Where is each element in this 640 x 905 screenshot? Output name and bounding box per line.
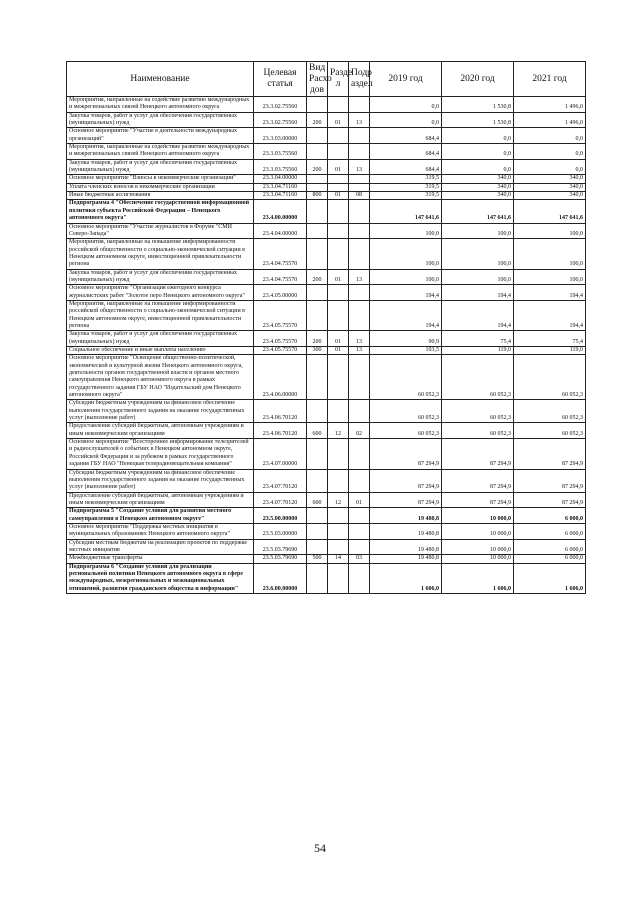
cell-podrazdel — [349, 285, 370, 301]
cell-2021: 100,0 — [514, 269, 586, 285]
table-row — [67, 300, 586, 330]
cell-2019: 100,0 — [370, 223, 442, 239]
cell-2020: 60 052,3 — [442, 400, 514, 423]
cell-razdel — [328, 439, 349, 469]
cell-2021: 0,0 — [514, 128, 586, 144]
cell-2021: 87 294,9 — [514, 492, 586, 508]
cell-vid: 200 — [307, 112, 328, 128]
cell-name: Основное мероприятие "Участие в деятельности международных организаций" — [67, 128, 254, 144]
cell-2021: 60 052,3 — [514, 400, 586, 423]
cell-2021: 75,4 — [514, 331, 586, 347]
cell-name: Предоставление субсидий бюджетным, автономным учреждениям и иным некоммерческим организациям — [67, 492, 254, 508]
cell-razdel — [328, 539, 349, 555]
cell-podrazdel — [349, 355, 370, 400]
cell-2021: 194,4 — [514, 285, 586, 301]
cell-2019: 0,0 — [370, 112, 442, 128]
table-row — [67, 523, 586, 539]
cell-razdel — [328, 400, 349, 423]
cell-podrazdel — [349, 223, 370, 239]
cell-podrazdel: 02 — [349, 423, 370, 439]
cell-vid — [307, 175, 328, 183]
cell-podrazdel — [349, 508, 370, 524]
table-row — [67, 223, 586, 239]
cell-code: 23.4.04.00000 — [254, 223, 307, 239]
cell-vid: 500 — [307, 555, 328, 563]
cell-razdel — [328, 285, 349, 301]
header-2021: 2021 год — [514, 62, 586, 97]
cell-2019: 147 641,6 — [370, 200, 442, 223]
cell-name: Закупка товаров, работ и услуг для обеспечения государственных (муниципальных) нужд — [67, 112, 254, 128]
cell-code: 23.3.03.75560 — [254, 144, 307, 160]
table-row — [67, 469, 586, 492]
cell-razdel: 01 — [328, 269, 349, 285]
cell-2019: 19 480,8 — [370, 508, 442, 524]
cell-name: Мероприятия, направленные на содействие развитию международных и межрегиональных связей Ненецкого автономного округа — [67, 97, 254, 113]
table-row — [67, 192, 586, 200]
table-row — [67, 555, 586, 563]
cell-podrazdel: 01 — [349, 492, 370, 508]
cell-podrazdel: 03 — [349, 555, 370, 563]
cell-razdel — [328, 175, 349, 183]
table-row — [67, 159, 586, 175]
cell-name: Закупка товаров, работ и услуг для обеспечения государственных (муниципальных) нужд — [67, 331, 254, 347]
cell-name: Подпрограмма 5 "Создание условий для развития местного самоуправления в Ненецком автономном округе" — [67, 508, 254, 524]
cell-2019: 19 480,8 — [370, 523, 442, 539]
cell-code: 23.6.00.00000 — [254, 563, 307, 593]
cell-podrazdel: 13 — [349, 112, 370, 128]
cell-podrazdel: 13 — [349, 269, 370, 285]
cell-2021: 0,0 — [514, 144, 586, 160]
cell-2019: 60 052,3 — [370, 400, 442, 423]
cell-vid — [307, 239, 328, 269]
cell-code: 23.5.03.79690 — [254, 555, 307, 563]
table-body — [67, 97, 586, 594]
cell-2020: 60 052,3 — [442, 423, 514, 439]
cell-name: Основное мероприятие "Освещение общественно-политической, экономической и культурной жизни Ненецкого автономного округа, деятельности органов государственной власти и органов местного самоуправления Ненецкого автономного округа в рамках государственного задания ГБУ НАО "Издательский дом Ненецкого автономного округа" — [67, 355, 254, 400]
cell-razdel: 01 — [328, 159, 349, 175]
cell-2020: 1 530,8 — [442, 97, 514, 113]
cell-vid: 600 — [307, 423, 328, 439]
cell-2019: 90,9 — [370, 331, 442, 347]
cell-2020: 87 294,9 — [442, 439, 514, 469]
cell-2020: 340,0 — [442, 183, 514, 191]
cell-podrazdel — [349, 563, 370, 593]
cell-2019: 103,5 — [370, 347, 442, 355]
cell-2019: 100,0 — [370, 239, 442, 269]
header-razdel: Разде л — [328, 62, 349, 97]
cell-2019: 60 052,3 — [370, 355, 442, 400]
table-row — [67, 400, 586, 423]
cell-podrazdel — [349, 175, 370, 183]
cell-2020: 87 294,9 — [442, 469, 514, 492]
cell-podrazdel — [349, 439, 370, 469]
table-row — [67, 563, 586, 593]
cell-vid: 600 — [307, 492, 328, 508]
cell-code: 23.4.04.75570 — [254, 239, 307, 269]
cell-2021: 119,0 — [514, 347, 586, 355]
cell-code: 23.4.05.75570 — [254, 347, 307, 355]
header-2019: 2019 год — [370, 62, 442, 97]
cell-name: Межбюджетные трансферты — [67, 555, 254, 563]
cell-code: 23.4.07.70120 — [254, 469, 307, 492]
cell-razdel — [328, 469, 349, 492]
cell-2020: 60 052,3 — [442, 355, 514, 400]
cell-name: Субсидии местным бюджетам на реализацию проектов по поддержке местных инициатив — [67, 539, 254, 555]
cell-podrazdel — [349, 97, 370, 113]
cell-2020: 100,0 — [442, 223, 514, 239]
cell-name: Подпрограмма 6 "Создание условий для реализации региональной политики Ненецкого автономного округа в сфере международных, межрегиональных и межнациональных отношений, развития гражданского общества и информации" — [67, 563, 254, 593]
cell-podrazdel: 13 — [349, 159, 370, 175]
cell-2019: 684,4 — [370, 128, 442, 144]
table-row — [67, 200, 586, 223]
cell-name: Основное мероприятие "Организация ежегодного конкурса журналистских работ "Золотое перо Ненецкого автономного округа" — [67, 285, 254, 301]
header-2020: 2020 год — [442, 62, 514, 97]
cell-2020: 10 000,0 — [442, 539, 514, 555]
budget-table — [66, 61, 586, 594]
cell-code: 23.4.07.00000 — [254, 439, 307, 469]
page-number: 54 — [314, 841, 326, 855]
cell-code: 23.4.06.00000 — [254, 355, 307, 400]
header-podrazdel: Подр аздел — [349, 62, 370, 97]
cell-code: 23.5.03.79690 — [254, 539, 307, 555]
cell-podrazdel — [349, 128, 370, 144]
cell-code: 23.3.04.00000 — [254, 175, 307, 183]
cell-name: Основное мероприятие "Поддержка местных инициатив в муниципальных образованиях Ненецкого автономного округа" — [67, 523, 254, 539]
cell-name: Мероприятия, направленные на повышение информированности российской общественности о социально-экономической ситуации в Ненецком автономном округе, инвестиционной привлекательности региона — [67, 300, 254, 330]
cell-podrazdel — [349, 300, 370, 330]
cell-2019: 60 052,3 — [370, 423, 442, 439]
cell-razdel — [328, 300, 349, 330]
cell-razdel: 01 — [328, 112, 349, 128]
cell-2020: 194,4 — [442, 300, 514, 330]
cell-code: 23.4.05.75570 — [254, 300, 307, 330]
cell-2019: 0,0 — [370, 97, 442, 113]
cell-code: 23.5.00.00000 — [254, 508, 307, 524]
cell-vid — [307, 508, 328, 524]
cell-razdel — [328, 355, 349, 400]
table-row — [67, 492, 586, 508]
cell-2019: 684,4 — [370, 159, 442, 175]
cell-2020: 0,0 — [442, 144, 514, 160]
cell-2020: 194,4 — [442, 285, 514, 301]
cell-razdel — [328, 183, 349, 191]
cell-vid: 200 — [307, 331, 328, 347]
cell-podrazdel — [349, 239, 370, 269]
table-row — [67, 539, 586, 555]
cell-2021: 340,0 — [514, 175, 586, 183]
cell-razdel: 12 — [328, 492, 349, 508]
cell-2021: 6 000,0 — [514, 539, 586, 555]
cell-name: Субсидии бюджетным учреждениям на финансовое обеспечение выполнения государственного задания на оказание государственных услуг (выполнение работ) — [67, 400, 254, 423]
cell-2021: 100,0 — [514, 223, 586, 239]
cell-name: Основное мероприятие "Всестороннее информирование телезрителей и радиослушателей о событиях в Ненецком автономном округе, Российской Федерации и за рубежом в рамках государственного задания ГБУ НАО "Ненецкая телерадиовещательная компания" — [67, 439, 254, 469]
cell-2019: 87 294,9 — [370, 492, 442, 508]
cell-2020: 0,0 — [442, 128, 514, 144]
cell-name: Закупка товаров, работ и услуг для обеспечения государственных (муниципальных) нужд — [67, 159, 254, 175]
table-row — [67, 183, 586, 191]
cell-2020: 340,0 — [442, 192, 514, 200]
cell-podrazdel: 13 — [349, 331, 370, 347]
cell-2019: 194,4 — [370, 285, 442, 301]
cell-code: 23.3.04.71160 — [254, 192, 307, 200]
cell-name: Уплата членских взносов в некоммерческие организации — [67, 183, 254, 191]
cell-2020: 119,0 — [442, 347, 514, 355]
cell-2021: 60 052,3 — [514, 355, 586, 400]
cell-2021: 6 000,0 — [514, 555, 586, 563]
cell-name: Подпрограмма 4 "Обеспечение государственной информационной политики субъекта Российской Федерации – Ненецкого автономного округа" — [67, 200, 254, 223]
cell-razdel — [328, 508, 349, 524]
cell-razdel — [328, 563, 349, 593]
cell-code: 23.4.00.00000 — [254, 200, 307, 223]
cell-2019: 100,0 — [370, 269, 442, 285]
table-row — [67, 285, 586, 301]
cell-name: Социальное обеспечение и иные выплаты населению — [67, 347, 254, 355]
cell-vid — [307, 285, 328, 301]
table-row — [67, 239, 586, 269]
cell-razdel — [328, 200, 349, 223]
cell-vid — [307, 144, 328, 160]
cell-2020: 10 000,0 — [442, 508, 514, 524]
cell-razdel — [328, 223, 349, 239]
cell-code: 23.4.06.70120 — [254, 400, 307, 423]
cell-2020: 1 530,8 — [442, 112, 514, 128]
table-row — [67, 508, 586, 524]
cell-2019: 1 606,0 — [370, 563, 442, 593]
header-code: Целевая статья — [254, 62, 307, 97]
cell-2019: 319,5 — [370, 175, 442, 183]
cell-razdel: 01 — [328, 347, 349, 355]
cell-vid — [307, 200, 328, 223]
cell-2021: 1 496,0 — [514, 112, 586, 128]
header-name: Наименование — [67, 62, 254, 97]
table-row — [67, 175, 586, 183]
cell-razdel — [328, 97, 349, 113]
cell-2020: 10 000,0 — [442, 523, 514, 539]
cell-razdel: 01 — [328, 192, 349, 200]
cell-razdel: 12 — [328, 423, 349, 439]
cell-2021: 340,0 — [514, 192, 586, 200]
cell-2021: 0,0 — [514, 159, 586, 175]
table-row — [67, 331, 586, 347]
cell-2021: 87 294,9 — [514, 469, 586, 492]
cell-vid — [307, 539, 328, 555]
cell-code: 23.3.03.75560 — [254, 159, 307, 175]
table-row — [67, 439, 586, 469]
cell-2021: 1 496,0 — [514, 97, 586, 113]
cell-2021: 1 606,0 — [514, 563, 586, 593]
table-row — [67, 347, 586, 355]
cell-2019: 684,4 — [370, 144, 442, 160]
cell-2020: 100,0 — [442, 239, 514, 269]
cell-podrazdel — [349, 200, 370, 223]
table-row — [67, 269, 586, 285]
table-row — [67, 423, 586, 439]
cell-2020: 10 000,0 — [442, 555, 514, 563]
cell-vid — [307, 355, 328, 400]
cell-name: Иные бюджетные ассигнования — [67, 192, 254, 200]
cell-razdel: 14 — [328, 555, 349, 563]
cell-name: Мероприятия, направленные на повышение информированности российской общественности о социально-экономической ситуации в Ненецком автономном округе, инвестиционной привлекательности региона — [67, 239, 254, 269]
budget-document — [66, 61, 586, 594]
cell-name: Субсидии бюджетным учреждениям на финансовое обеспечение выполнения государственного задания на оказание государственных услуг (выполнение работ) — [67, 469, 254, 492]
cell-2021: 100,0 — [514, 239, 586, 269]
cell-vid: 300 — [307, 347, 328, 355]
cell-podrazdel — [349, 539, 370, 555]
cell-code: 23.4.04.75570 — [254, 269, 307, 285]
cell-vid: 800 — [307, 192, 328, 200]
cell-2020: 0,0 — [442, 159, 514, 175]
table-row — [67, 97, 586, 113]
cell-razdel — [328, 523, 349, 539]
cell-code: 23.4.07.70120 — [254, 492, 307, 508]
cell-2021: 60 052,3 — [514, 423, 586, 439]
cell-podrazdel — [349, 183, 370, 191]
cell-code: 23.3.03.00000 — [254, 128, 307, 144]
cell-vid — [307, 97, 328, 113]
cell-podrazdel — [349, 523, 370, 539]
table-row — [67, 144, 586, 160]
table-row — [67, 112, 586, 128]
cell-vid — [307, 469, 328, 492]
cell-2021: 6 000,0 — [514, 508, 586, 524]
cell-vid — [307, 300, 328, 330]
cell-2019: 319,5 — [370, 192, 442, 200]
cell-razdel — [328, 239, 349, 269]
table-row — [67, 355, 586, 400]
cell-code: 23.3.04.71160 — [254, 183, 307, 191]
cell-podrazdel — [349, 469, 370, 492]
cell-vid — [307, 183, 328, 191]
cell-razdel — [328, 144, 349, 160]
cell-2021: 147 641,6 — [514, 200, 586, 223]
cell-code: 23.4.05.00000 — [254, 285, 307, 301]
cell-2019: 19 480,8 — [370, 539, 442, 555]
cell-vid — [307, 223, 328, 239]
cell-name: Основное мероприятие "Участие журналистов в Форуме "СМИ Северо-Запада" — [67, 223, 254, 239]
cell-2021: 340,0 — [514, 183, 586, 191]
cell-2020: 100,0 — [442, 269, 514, 285]
cell-2019: 19 480,8 — [370, 555, 442, 563]
cell-code: 23.3.02.75560 — [254, 112, 307, 128]
table-row — [67, 128, 586, 144]
cell-name: Основное мероприятие "Взносы в некоммерческие организации" — [67, 175, 254, 183]
cell-vid — [307, 128, 328, 144]
cell-name: Мероприятия, направленные на содействие развитию международных и межрегиональных связей Ненецкого автономного округа — [67, 144, 254, 160]
cell-code: 23.4.05.75570 — [254, 331, 307, 347]
cell-name: Предоставление субсидий бюджетным, автономным учреждениям и иным некоммерческим организациям — [67, 423, 254, 439]
cell-podrazdel: 08 — [349, 192, 370, 200]
cell-vid — [307, 563, 328, 593]
cell-2020: 1 606,0 — [442, 563, 514, 593]
cell-vid — [307, 523, 328, 539]
cell-2020: 75,4 — [442, 331, 514, 347]
cell-vid: 200 — [307, 269, 328, 285]
cell-code: 23.3.02.75560 — [254, 97, 307, 113]
cell-2021: 87 294,9 — [514, 439, 586, 469]
cell-2021: 6 000,0 — [514, 523, 586, 539]
cell-podrazdel: 13 — [349, 347, 370, 355]
cell-name: Закупка товаров, работ и услуг для обеспечения государственных (муниципальных) нужд — [67, 269, 254, 285]
cell-podrazdel — [349, 400, 370, 423]
cell-2019: 319,5 — [370, 183, 442, 191]
cell-razdel: 01 — [328, 331, 349, 347]
cell-podrazdel — [349, 144, 370, 160]
cell-vid: 200 — [307, 159, 328, 175]
header-vid: Вид Расхо дов — [307, 62, 328, 97]
cell-2019: 87 294,9 — [370, 469, 442, 492]
cell-code: 23.5.03.00000 — [254, 523, 307, 539]
cell-2020: 340,0 — [442, 175, 514, 183]
table-header-row — [67, 62, 586, 97]
cell-2019: 87 294,9 — [370, 439, 442, 469]
cell-razdel — [328, 128, 349, 144]
cell-2020: 87 294,9 — [442, 492, 514, 508]
cell-2020: 147 641,6 — [442, 200, 514, 223]
cell-2021: 194,4 — [514, 300, 586, 330]
cell-code: 23.4.06.70120 — [254, 423, 307, 439]
cell-2019: 194,4 — [370, 300, 442, 330]
cell-vid — [307, 439, 328, 469]
cell-vid — [307, 400, 328, 423]
